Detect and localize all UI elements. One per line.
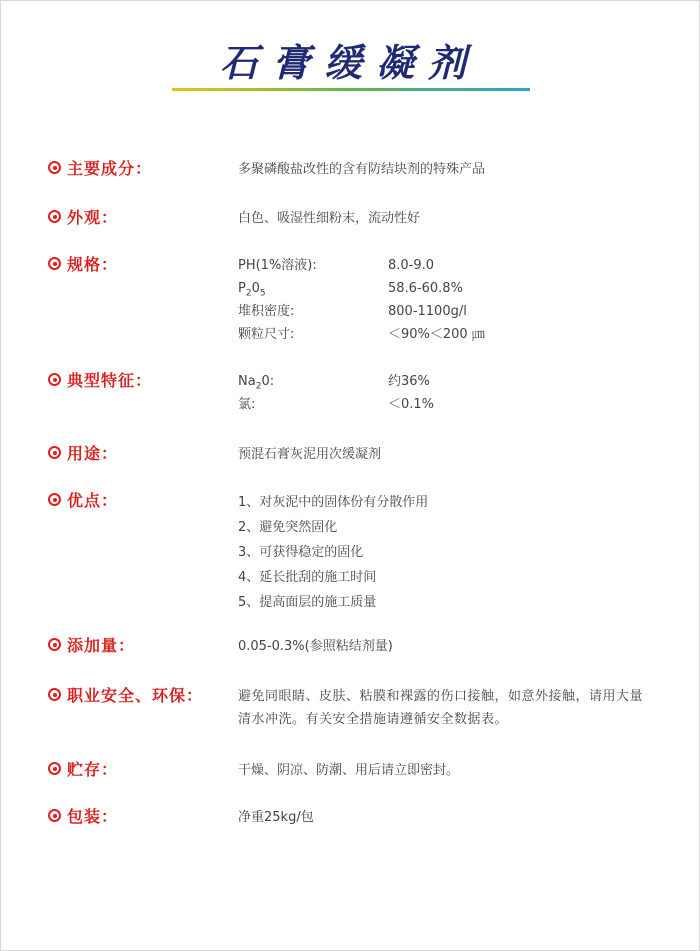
- appearance-value: 白色、吸湿性细粉末，流动性好: [238, 211, 421, 226]
- label-text: 典型特征：: [67, 371, 153, 390]
- label-text: 规格：: [67, 255, 119, 274]
- feature-item: [238, 370, 434, 393]
- bullet-icon: [48, 638, 61, 651]
- feature-value: ＜0.1%: [388, 397, 435, 412]
- list-item: 3、可获得稳定的固化: [238, 545, 364, 560]
- title-divider: [172, 88, 530, 91]
- section-label: [48, 441, 118, 464]
- bullet-icon: [48, 257, 61, 270]
- label-text: 外观：: [67, 208, 119, 227]
- label-text: 职业安全、环保：: [67, 686, 204, 705]
- bullet-icon: [48, 762, 61, 775]
- feature-item: [238, 393, 434, 416]
- bullet-icon: [48, 210, 61, 223]
- spec-item: [238, 300, 485, 323]
- spec-name: 颗粒尺寸:: [238, 327, 295, 342]
- spec-value: 800-1100g/l: [388, 304, 467, 319]
- formula-part: 0: [251, 281, 260, 296]
- bullet-icon: [48, 373, 61, 386]
- bullet-icon: [48, 688, 61, 701]
- section-label: [48, 205, 118, 228]
- formula-sub: 2: [245, 288, 252, 299]
- list-item: 4、延长批刮的施工时间: [238, 570, 377, 585]
- list-item: 5、提高面层的施工质量: [238, 595, 377, 610]
- spec-item: [238, 323, 485, 346]
- storage-value: 干燥、阴凉、防潮、用后请立即密封。: [238, 763, 460, 778]
- safety-value: 避免同眼睛、皮肤、粘膜和裸露的伤口接触，如意外接触，请用大量清水冲洗。有关安全措施请遵循安全数据表。: [238, 689, 644, 727]
- page-title: 石膏缓凝剂: [219, 40, 480, 85]
- spec-value: 8.0-9.0: [388, 258, 435, 273]
- label-text: 主要成分：: [67, 159, 153, 178]
- formula-part: 0:: [261, 374, 275, 389]
- feature-name: 氯:: [238, 397, 256, 412]
- features-list: [238, 370, 434, 416]
- label-text: 优点：: [67, 491, 119, 510]
- feature-value: 约36%: [388, 374, 430, 389]
- section-label: [48, 633, 135, 656]
- spec-value: ＜90%＜200 ㎛: [388, 327, 485, 342]
- section-label: [48, 252, 118, 275]
- section-label: [48, 804, 118, 827]
- list-item: 1、对灰泥中的固体份有分散作用: [238, 495, 429, 510]
- bullet-icon: [48, 493, 61, 506]
- packing-value: 净重25kg/包: [238, 810, 314, 825]
- spec-name: PH(1%溶液):: [238, 258, 317, 273]
- spec-value: 58.6-60.8%: [388, 281, 463, 296]
- section-label: [48, 757, 118, 780]
- formula-part: Na: [238, 374, 256, 389]
- label-text: 贮存：: [67, 760, 119, 779]
- usage-value: 预混石膏灰泥用次缓凝剂: [238, 447, 382, 462]
- composition-value: 多聚磷酸盐改性的含有防结块剂的特殊产品: [238, 162, 486, 177]
- spec-list: [238, 254, 485, 346]
- label-text: 用途：: [67, 444, 119, 463]
- spec-item: [238, 277, 485, 300]
- section-label: [48, 368, 152, 391]
- dosage-value: 0.05-0.3%(参照粘结剂量): [238, 639, 393, 654]
- spec-item: [238, 254, 485, 277]
- section-label: [48, 156, 152, 179]
- bullet-icon: [48, 161, 61, 174]
- section-label: [48, 683, 203, 706]
- label-text: 添加量：: [67, 636, 136, 655]
- section-label: [48, 488, 118, 511]
- bullet-icon: [48, 446, 61, 459]
- advantages-list: [238, 490, 428, 615]
- formula-part: P: [238, 281, 246, 296]
- formula-sub: 5: [259, 288, 266, 299]
- label-text: 包装：: [67, 807, 119, 826]
- list-item: 2、避免突然固化: [238, 520, 338, 535]
- bullet-icon: [48, 809, 61, 822]
- spec-name: 堆积密度:: [238, 304, 295, 319]
- formula-sub: 2: [255, 381, 262, 392]
